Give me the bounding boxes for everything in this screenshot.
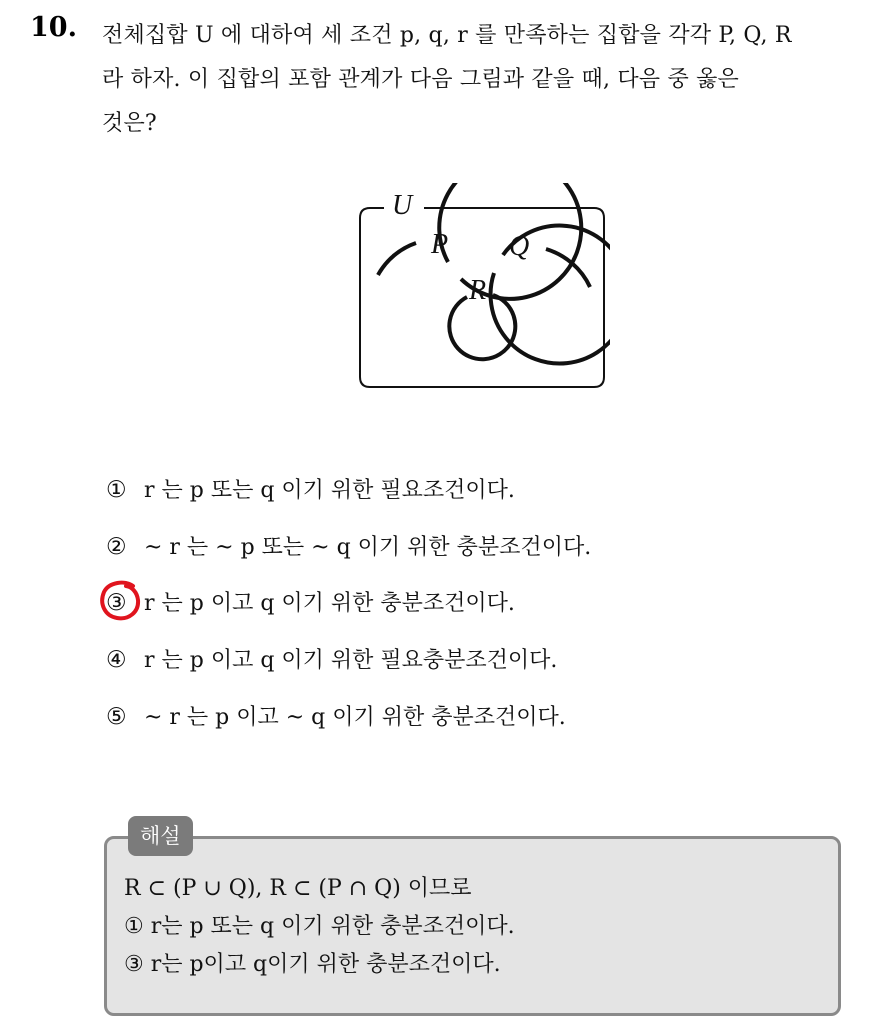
option-4-number: ④ [106, 647, 127, 673]
option-2-text: ~ r 는 ~ p 또는 ~ q 이기 위한 충분조건이다. [144, 535, 592, 560]
option-2[interactable] [106, 529, 591, 565]
question-stem [102, 14, 862, 146]
solution-line-1: R ⊂ (P ∪ Q), R ⊂ (P ∩ Q) 이므로 [124, 876, 472, 901]
option-3[interactable] [106, 585, 515, 621]
universal-set-label: U [392, 190, 413, 221]
option-5-text: ~ r 는 p 이고 ~ q 이기 위한 충분조건이다. [144, 705, 566, 730]
set-r-label: R [469, 275, 487, 306]
option-1-text: r 는 p 또는 q 이기 위한 필요조건이다. [144, 478, 515, 503]
option-2-number: ② [106, 534, 127, 560]
option-3-text: r 는 p 이고 q 이기 위한 충분조건이다. [144, 591, 515, 616]
question-number: 10. [30, 12, 77, 43]
option-5-number: ⑤ [106, 704, 127, 730]
stem-line-3: 것은? [102, 111, 157, 136]
solution-line-3: ③ r는 p이고 q이기 위한 충분조건이다. [124, 952, 501, 977]
option-5[interactable] [106, 699, 566, 735]
solution-tag: 해설 [128, 816, 193, 856]
option-4[interactable] [106, 642, 557, 678]
stem-line-2: 라 하자. 이 집합의 포함 관계가 다음 그림과 같을 때, 다음 중 옳은 [102, 67, 740, 92]
option-4-text: r 는 p 이고 q 이기 위한 필요충분조건이다. [144, 648, 558, 673]
set-p-label: P [431, 229, 449, 260]
option-1[interactable] [106, 472, 515, 508]
option-1-number: ① [106, 477, 127, 503]
venn-diagram [350, 183, 610, 395]
set-p-circle-arc [378, 243, 416, 275]
set-q-label: Q [509, 231, 530, 262]
solution-line-2: ① r는 p 또는 q 이기 위한 충분조건이다. [124, 914, 515, 939]
option-3-number: ③ [106, 590, 127, 616]
stem-line-1: 전체집합 U 에 대하여 세 조건 p, q, r 를 만족하는 집합을 각각 P, Q, R [102, 23, 792, 48]
